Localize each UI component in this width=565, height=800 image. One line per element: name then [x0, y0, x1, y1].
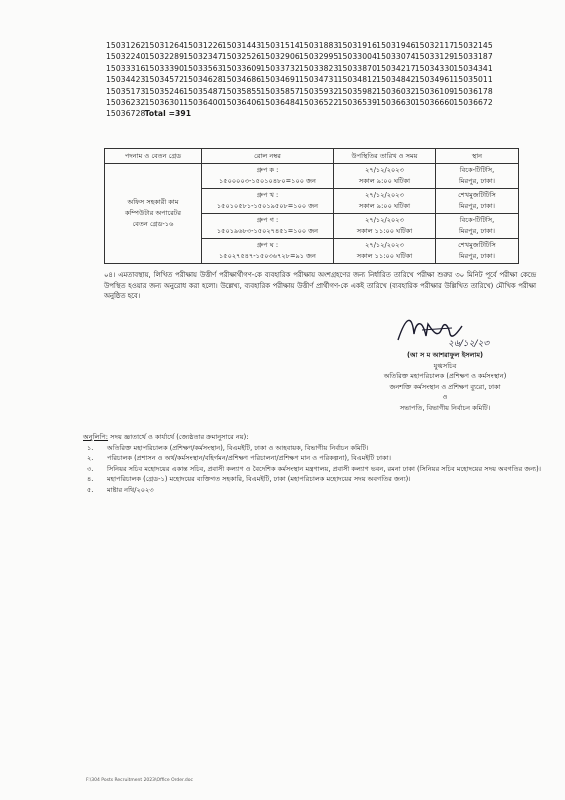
- roll-row: [106, 74, 536, 85]
- roll-number: 15036109: [414, 86, 455, 96]
- copy-to-section: [83, 432, 543, 496]
- roll-number: 15035932: [298, 86, 339, 96]
- roll-number: 15036406: [221, 98, 262, 108]
- roll-number: 15033563: [183, 63, 223, 73]
- exam-date: ২৭/১২/২০২৩: [365, 166, 404, 174]
- roll-number: 15034961: [414, 75, 455, 85]
- roll-number: 15036484: [260, 98, 300, 108]
- roll-number: 15032995: [298, 52, 339, 62]
- venue-name: বিকে-টিটিসি,: [459, 216, 495, 224]
- item-text: অতিরিক্ত মহাপরিচালক (প্রশিক্ষণ/কর্মসংস্থান), বিএমইটি, ঢাকা ও আহবায়ক, বিভাগীয় নির্বাচন কমিটি।: [107, 443, 369, 452]
- datetime-cell: [334, 189, 436, 214]
- roll-number: 15034423: [106, 75, 146, 85]
- list-item: [83, 443, 543, 454]
- roll-number: 15036032: [376, 86, 416, 96]
- list-item: [83, 485, 543, 496]
- roll-number: 15031264: [144, 41, 185, 50]
- roll-range-cell: [202, 214, 334, 239]
- post-line: অফিস সহকারী কাম: [127, 198, 179, 206]
- venue-cell: [436, 189, 519, 214]
- header-venue: স্থান: [436, 149, 519, 164]
- roll-number: 15035173: [106, 86, 146, 96]
- table-row: [105, 164, 519, 189]
- roll-number: 15035011: [453, 75, 493, 85]
- roll-number: 15031262: [106, 41, 146, 50]
- roll-number: 15031883: [298, 41, 339, 50]
- signatory-line: অতিরিক্ত মহাপরিচালক (প্রশিক্ষণ ও কর্মসংস্থান): [383, 372, 507, 381]
- venue-name: শেখমুজটিটিসি: [458, 241, 496, 249]
- roll-number: 15034691: [260, 75, 300, 85]
- signatory-line: ও: [442, 393, 448, 402]
- datetime-cell: [334, 239, 436, 264]
- roll-number: 15031514: [260, 41, 300, 50]
- roll-number: 15033129: [414, 52, 455, 62]
- roll-number: 15031443: [221, 41, 262, 50]
- roll-number: 15033074: [376, 52, 416, 62]
- signatory-name: (আ স ম আশরাফুল ইসলাম): [406, 351, 484, 359]
- datetime-cell: [334, 214, 436, 239]
- roll-row: [106, 40, 536, 51]
- roll-number: 15036539: [337, 98, 378, 108]
- item-number: ১.: [87, 443, 94, 452]
- roll-number: 15034731: [298, 75, 339, 85]
- roll-number: 15034341: [453, 63, 493, 73]
- group-label: গ্রুপ খ :: [256, 191, 279, 199]
- item-text: পরিচালক (প্রশাসন ও অর্থ/কর্মসংস্থান/বহির্গমন/প্রশিক্ষণ পরিচালনা/প্রশিক্ষণ মান ও পরিকল্পনা), বিএমইটি ঢাকা।: [107, 454, 391, 463]
- list-item: [83, 453, 543, 464]
- roll-row: [106, 63, 536, 74]
- group-label: গ্রুপ ঘ :: [256, 241, 279, 249]
- roll-number: 15035982: [337, 86, 378, 96]
- exam-date: ২৭/১২/২০২৩: [365, 191, 404, 199]
- roll-number: 15032240: [106, 52, 146, 62]
- roll-row: [106, 97, 536, 108]
- list-item: [83, 474, 543, 485]
- roll-number: 15034330: [414, 63, 455, 73]
- exam-time: সকাল ১১:০০ ঘটিকা: [356, 227, 413, 235]
- roll-number: 15033870: [337, 63, 378, 73]
- group-label: গ্রুপ গ :: [256, 216, 279, 224]
- roll-number: 15036232: [106, 98, 146, 108]
- venue-area: মিরপুর, ঢাকা।: [459, 252, 495, 260]
- roll-number: 15034842: [376, 75, 416, 85]
- roll-row: [106, 86, 536, 97]
- venue-area: মিরপুর, ঢাকা।: [459, 202, 495, 210]
- exam-date: ২৭/১২/২০২৩: [365, 241, 404, 249]
- venue-area: মিরপুর, ঢাকা।: [459, 177, 495, 185]
- item-text: মাষ্টার নথি/২০২৩: [107, 485, 154, 494]
- item-text: সিনিয়র সচিব মহোদয়ের একান্ত সচিব, প্রবাসী কল্যাণ ও বৈদেশিক কর্মসংস্থান মন্ত্রণালয়, প্রবাসী কল্যাণ ভবন, রমনা ঢাকা (সিনিয়র সচিব মহোদয়ের সদয় অবগতির জন্য)।: [107, 464, 542, 473]
- item-number: ২.: [87, 454, 94, 463]
- signatory-line: যুগ্মসচিব: [433, 361, 457, 370]
- roll-number: 15033609: [221, 63, 262, 73]
- roll-range-cell: [202, 239, 334, 264]
- roll-number: 15034686: [221, 75, 262, 85]
- file-path-footer: F:\304 Posts Recruitment 2023\Office Order.doc: [86, 778, 193, 783]
- post-cell: [105, 164, 202, 264]
- roll-range: ১৫০১৯৬৮৩-১৫০২৭৪৫১=১০০ জন: [216, 227, 319, 235]
- venue-cell: [436, 214, 519, 239]
- roll-row: [106, 51, 536, 62]
- roll-number: 15033390: [144, 63, 185, 73]
- copy-to-heading: [83, 432, 543, 443]
- post-line: কম্পিউটার অপারেটর: [124, 209, 182, 217]
- roll-number: 15035487: [183, 86, 223, 96]
- roll-number: 15036178: [453, 86, 493, 96]
- roll-range-cell: [202, 189, 334, 214]
- venue-cell: [436, 164, 519, 189]
- exam-time: সকাল ৯:০০ ঘটিকা: [358, 202, 411, 210]
- roll-number: 15032117: [414, 41, 455, 50]
- signatory-block: [360, 350, 530, 414]
- signatory-line: সভাপতি, বিভাগীয় নির্বাচন কমিটি।: [399, 403, 491, 412]
- roll-number: 15036728: [106, 109, 146, 119]
- roll-number: 15036522: [298, 98, 339, 108]
- datetime-cell: [334, 164, 436, 189]
- item-text: মহাপরিচালক (গ্রেড-১) মহোদয়ের ব্যক্তিগত সহকারি, বিএমইটি, ঢাকা (মহাপরিচালক মহোদয়ের সদয় অবগতির জন্য)।: [107, 475, 411, 484]
- roll-range: ১৫০২৭৫৪৭-১৫০৩৬৭২৮=৯১ জন: [219, 252, 316, 260]
- roll-row: [106, 108, 536, 119]
- roll-number: 15035857: [260, 86, 300, 96]
- roll-number: 15032347: [183, 52, 223, 62]
- header-post: পদনাম ও বেতন গ্রেড: [105, 149, 202, 164]
- roll-number: 15032526: [221, 52, 262, 62]
- handwritten-signature: [392, 310, 502, 350]
- roll-number: 15031226: [183, 41, 223, 50]
- roll-range: ১৫০১০৫৮১-১৫০১৯৫০৮=১০০ জন: [216, 202, 319, 210]
- roll-number: 15034572: [144, 75, 185, 85]
- venue-name: বিকে-টিটিসি,: [459, 166, 495, 174]
- roll-number-list: [106, 40, 536, 120]
- exam-schedule-table: [104, 148, 519, 264]
- roll-number: 15035246: [144, 86, 185, 96]
- roll-number: 15034628: [183, 75, 223, 85]
- roll-number: 15031946: [376, 41, 416, 50]
- roll-number: 15034217: [376, 63, 416, 73]
- exam-date: ২৭/১২/২০২৩: [365, 216, 404, 224]
- exam-time: সকাল ১১:০০ ঘটিকা: [356, 252, 413, 260]
- roll-number: 15033187: [453, 52, 493, 62]
- copy-to-label: অনুলিপি:: [83, 433, 109, 441]
- header-datetime: উপস্থিতির তারিখ ও সময়: [334, 149, 436, 164]
- item-number: ৪.: [87, 475, 94, 484]
- exam-time: সকাল ৯:০০ ঘটিকা: [358, 177, 411, 185]
- roll-number: 15032906: [260, 52, 300, 62]
- roll-number: 15032145: [453, 41, 493, 50]
- roll-number: 15036630: [376, 98, 416, 108]
- roll-number: 15033004: [337, 52, 378, 62]
- table-header-row: [105, 149, 519, 164]
- roll-number: 15035855: [221, 86, 262, 96]
- venue-area: মিরপুর, ঢাকা।: [459, 227, 495, 235]
- roll-number: 15036301: [144, 98, 185, 108]
- post-line: বেতন গ্রেড-১৬: [132, 220, 174, 228]
- item-number: ৩.: [87, 464, 94, 473]
- total-count: Total =391: [144, 109, 192, 119]
- roll-number: 15031916: [337, 41, 378, 50]
- roll-number: 15036660: [414, 98, 455, 108]
- roll-number: 15033316: [106, 63, 146, 73]
- signatory-line: জনশক্তি কর্মসংস্থান ও প্রশিক্ষণ ব্যুরো, ঢাকা: [389, 382, 501, 391]
- roll-range: ১৫০০০০৩-১৫০১০৪৮০=১০০ জন: [219, 177, 316, 185]
- roll-range-cell: [202, 164, 334, 189]
- roll-number: 15032289: [144, 52, 185, 62]
- list-item: [83, 464, 543, 475]
- item-number: ৫.: [87, 485, 94, 494]
- roll-number: 15034812: [337, 75, 378, 85]
- instruction-paragraph: ০৪। এমতাবস্থায়, লিখিত পরীক্ষায় উত্তীর্ণ পরীক্ষার্থীগণ-কে ব্যবহারিক পরীক্ষায় অংশগ্রহণের জন্য নির্ধারিত তারিখে পরীক্ষা শুরুর ৩০ মিনিট পূর্বে পরীক্ষা কেন্দ্রে উপস্থিত হওয়ার জন্য অনুরোধ করা হলো। উল্লেখ্য, ব্যবহারিক পরীক্ষায় উত্তীর্ণ প্রার্থীগণ-কে একই তারিখে (ব্যবহারিক পরীক্ষার উল্লিখিত তারিখে) মৌখিক পরীক্ষা অনুষ্ঠিত হবে।: [104, 271, 536, 300]
- roll-number: 15033823: [298, 63, 339, 73]
- roll-number: 15036672: [453, 98, 493, 108]
- signature-date: ২৬/১২/২৩: [448, 339, 490, 349]
- roll-number: 15036400: [183, 98, 223, 108]
- group-label: গ্রুপ ক :: [256, 166, 279, 174]
- header-roll: রোল নম্বর: [202, 149, 334, 164]
- venue-name: শেখমুজটিটিসি: [458, 191, 496, 199]
- venue-cell: [436, 239, 519, 264]
- copy-to-purpose: সদয় জ্ঞাতার্থে ও কার্যার্থে (জ্যেষ্ঠতার ক্রমানুসারে নয়):: [108, 433, 249, 441]
- roll-number: 15033732: [260, 63, 300, 73]
